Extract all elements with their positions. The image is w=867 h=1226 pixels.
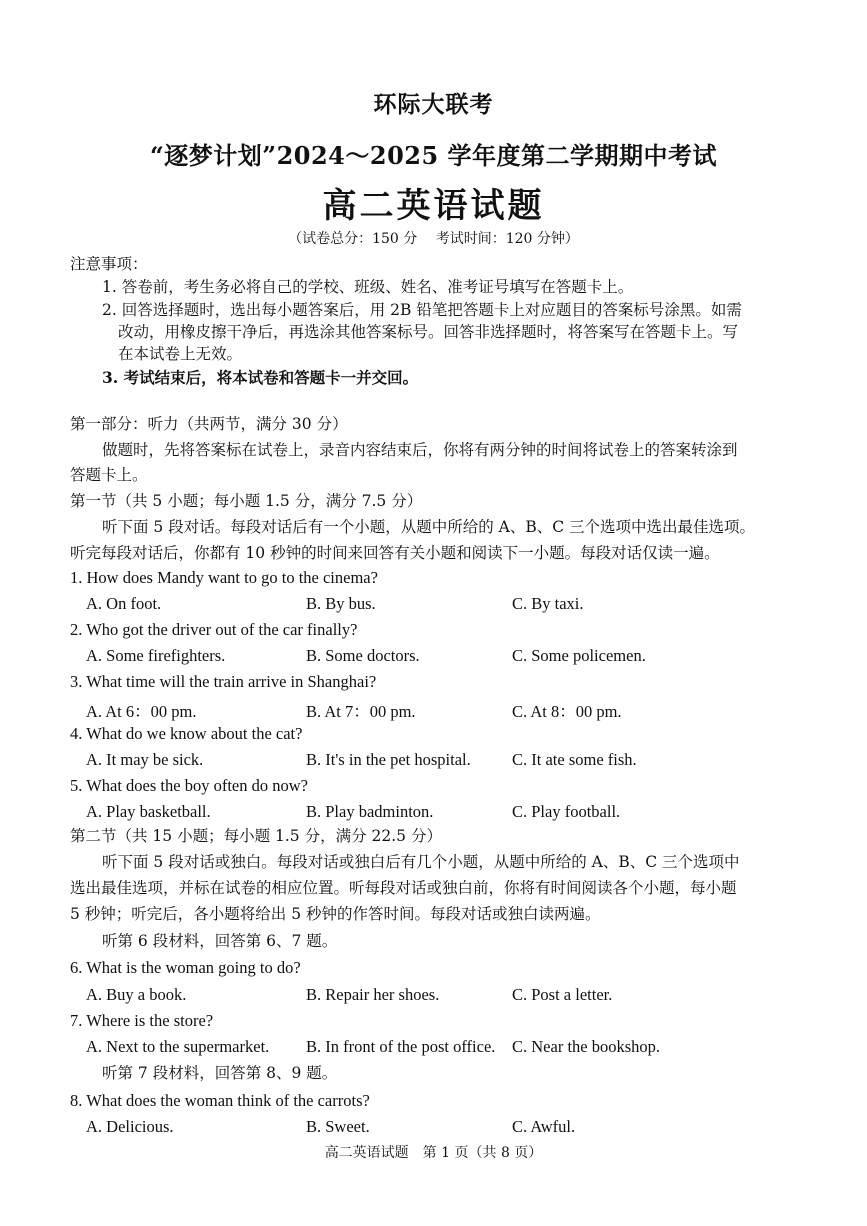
question-4-option-a: A. It may be sick. — [86, 750, 204, 769]
question-5-option-a: A. Play basketball. — [86, 802, 211, 821]
question-2-option-a: A. Some firefighters. — [86, 646, 226, 665]
part1-intro: 做题时，先将答案标在试卷上，录音内容结束后，你将有两分钟的时间将试卷上的答案转涂到 — [102, 441, 738, 459]
section1-intro-cont: 听完每段对话后，你都有 10 秒钟的时间来回答有关小题和阅读下一小题。每段对话仅读一遍。 — [70, 544, 720, 562]
question-8-option-b: B. Sweet. — [306, 1117, 370, 1136]
material-6-note: 听第 6 段材料，回答第 6、7 题。 — [102, 932, 338, 950]
section2-intro: 听下面 5 段对话或独白。每段对话或独白后有几个小题，从题中所给的 A、B、C 三个选项中 — [102, 853, 740, 871]
page-footer: 高二英语试题 第 1 页（共 8 页） — [324, 1145, 543, 1161]
exam-org: 环际大联考 — [373, 91, 494, 118]
question-3: 3. What time will the train arrive in Shanghai? — [70, 672, 377, 691]
question-5: 5. What does the boy often do now? — [70, 776, 308, 795]
page-title: 高二英语试题 — [322, 186, 545, 226]
question-7-option-b: B. In front of the post office. — [306, 1037, 496, 1056]
question-8: 8. What does the woman think of the carrots? — [70, 1091, 370, 1110]
section1-heading: 第一节（共 5 小题；每小题 1.5 分，满分 7.5 分） — [70, 492, 423, 510]
question-5-option-b: B. Play badminton. — [306, 802, 434, 821]
question-7-option-c: C. Near the bookshop. — [512, 1037, 661, 1056]
question-3-option-b: B. At 7：00 pm. — [306, 702, 416, 721]
exam-meta: （试卷总分：150 分 考试时间：120 分钟） — [288, 231, 579, 247]
part1-heading: 第一部分：听力（共两节，满分 30 分） — [70, 415, 348, 433]
question-3-option-c: C. At 8：00 pm. — [512, 702, 622, 721]
section2-intro-end: 5 秒钟；听完后，各小题将给出 5 秒钟的作答时间。每段对话或独白读两遍。 — [70, 905, 601, 923]
notice-item-2-cont: 改动，用橡皮擦干净后，再选涂其他答案标号。回答非选择题时，将答案写在答题卡上。写 — [118, 323, 739, 341]
question-8-option-c: C. Awful. — [512, 1117, 576, 1136]
question-7: 7. Where is the store? — [70, 1011, 214, 1030]
question-8-option-a: A. Delicious. — [86, 1117, 174, 1136]
notice-item-2-end: 在本试卷上无效。 — [118, 345, 243, 363]
question-1-option-a: A. On foot. — [86, 594, 162, 613]
question-2-option-b: B. Some doctors. — [306, 646, 420, 665]
question-6-option-b: B. Repair her shoes. — [306, 985, 440, 1004]
question-4: 4. What do we know about the cat? — [70, 724, 303, 743]
question-5-option-c: C. Play football. — [512, 802, 621, 821]
part1-intro-cont: 答题卡上。 — [70, 466, 148, 484]
question-4-option-b: B. It's in the pet hospital. — [306, 750, 471, 769]
question-6-option-c: C. Post a letter. — [512, 985, 613, 1004]
section2-intro-cont: 选出最佳选项，并标在试卷的相应位置。听每段对话或独白前，你将有时间阅读各个小题，每小题 — [70, 879, 737, 897]
notice-item-2: 2. 回答选择题时，选出每小题答案后，用 2B 铅笔把答题卡上对应题目的答案标号涂黑。如需 — [102, 301, 742, 319]
question-1: 1. How does Mandy want to go to the cinema? — [70, 568, 378, 587]
question-3-option-a: A. At 6：00 pm. — [86, 702, 197, 721]
section2-heading: 第二节（共 15 小题；每小题 1.5 分，满分 22.5 分） — [70, 827, 442, 845]
notice-item-3: 3. 考试结束后，将本试卷和答题卡一并交回。 — [102, 368, 419, 387]
question-7-option-a: A. Next to the supermarket. — [86, 1037, 270, 1056]
question-6: 6. What is the woman going to do? — [70, 958, 301, 977]
notice-heading: 注意事项： — [70, 255, 148, 273]
question-2: 2. Who got the driver out of the car finally? — [70, 620, 358, 639]
question-6-option-a: A. Buy a book. — [86, 985, 187, 1004]
question-1-option-b: B. By bus. — [306, 594, 376, 613]
question-1-option-c: C. By taxi. — [512, 594, 584, 613]
question-4-option-c: C. It ate some fish. — [512, 750, 637, 769]
material-7-note: 听第 7 段材料，回答第 8、9 题。 — [102, 1064, 338, 1082]
section1-intro: 听下面 5 段对话。每段对话后有一个小题，从题中所给的 A、B、C 三个选项中选出最佳选项。 — [102, 518, 756, 536]
question-2-option-c: C. Some policemen. — [512, 646, 646, 665]
notice-item-1: 1. 答卷前，考生务必将自己的学校、班级、姓名、准考证号填写在答题卡上。 — [102, 278, 634, 296]
exam-name: “逐梦计划”2024～2025 学年度第二学期期中考试 — [149, 141, 718, 170]
